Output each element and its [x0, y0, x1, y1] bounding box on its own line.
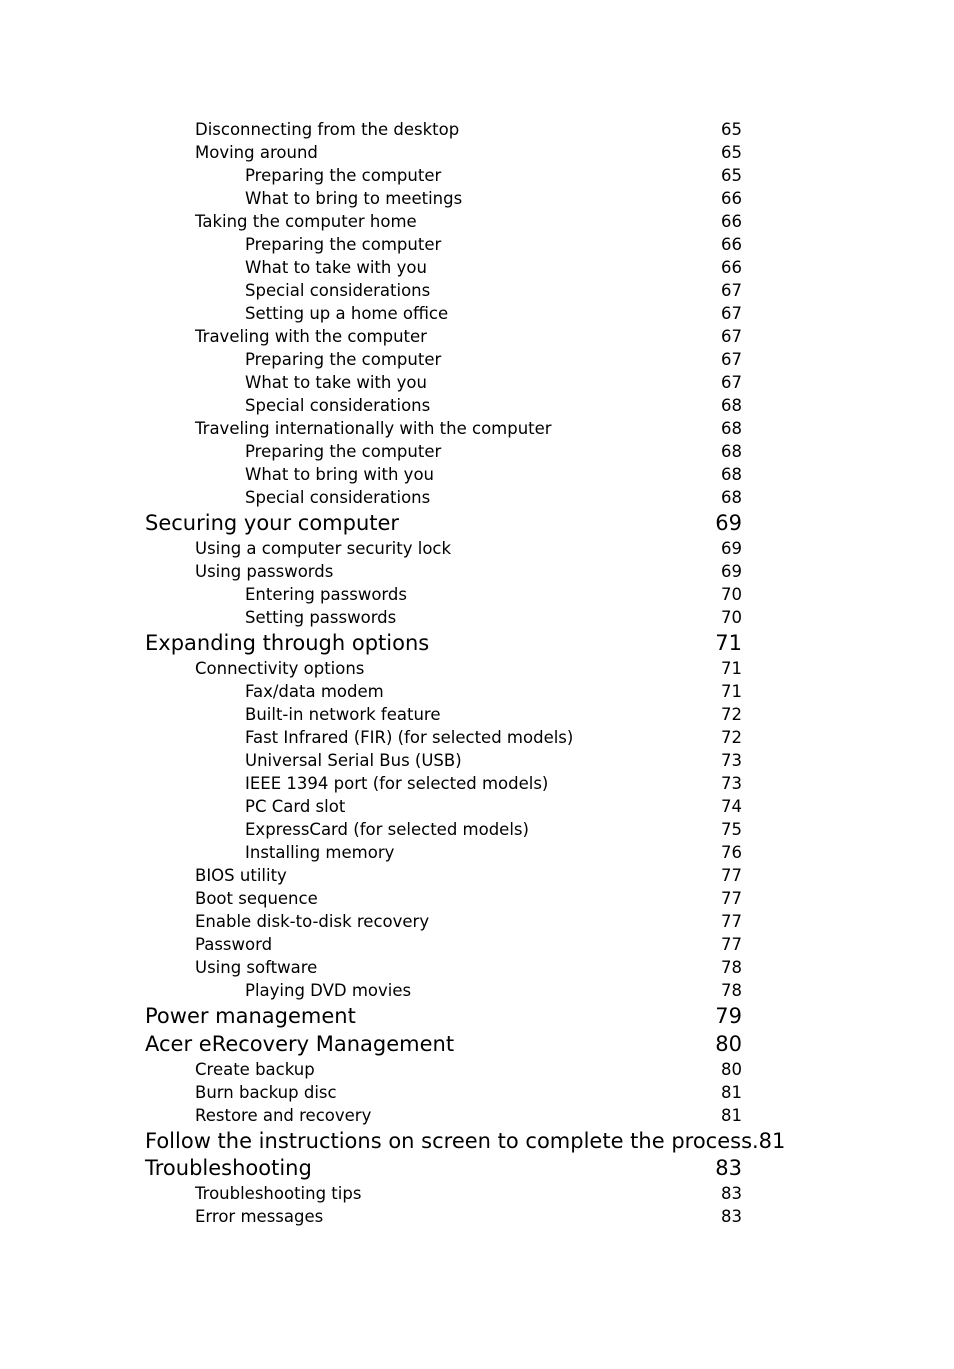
toc-entry-title[interactable]: What to take with you — [245, 372, 427, 392]
toc-entry-title[interactable]: What to bring with you — [245, 464, 434, 484]
toc-entry-page: 67 — [721, 349, 742, 369]
toc-entry-title[interactable]: Special considerations — [245, 487, 431, 507]
toc-entry-page: 66 — [721, 188, 742, 208]
toc-entry-page: 66 — [721, 234, 742, 254]
toc-entry-title[interactable]: Traveling with the computer — [195, 326, 427, 346]
toc-entry-page: 81 — [721, 1082, 742, 1102]
toc-entry-page: 69 — [721, 538, 742, 558]
toc-entry-title[interactable]: What to bring to meetings — [245, 188, 463, 208]
toc-entry-page: 73 — [721, 773, 742, 793]
toc-entry-title[interactable]: ExpressCard (for selected models) — [245, 819, 529, 839]
toc-entry-page: 72 — [721, 727, 742, 747]
toc-entry-page: 68 — [721, 395, 742, 415]
toc-entry-title[interactable]: Universal Serial Bus (USB) — [245, 750, 462, 770]
toc-entry-page: 67 — [721, 372, 742, 392]
toc-entry-title[interactable]: Playing DVD movies — [245, 980, 412, 1000]
toc-entry-title[interactable]: Disconnecting from the desktop — [195, 119, 460, 139]
toc-entry-page: 83 — [721, 1206, 742, 1226]
toc-entry-title[interactable]: Taking the computer home — [195, 211, 417, 231]
toc-entry-page: 71 — [721, 658, 742, 678]
toc-entry-title[interactable]: Using a computer security lock — [195, 538, 452, 558]
toc-entry-page: 74 — [721, 796, 742, 816]
toc-entry-page: 67 — [721, 303, 742, 323]
toc-entry-title[interactable]: Expanding through options — [145, 630, 430, 655]
toc-entry-page: 68 — [721, 418, 742, 438]
toc-entry-title[interactable]: Special considerations — [245, 280, 431, 300]
toc-entry-page: 77 — [721, 911, 742, 931]
toc-entry-page: 81 — [721, 1105, 742, 1125]
toc-entry-title[interactable]: Preparing the computer — [245, 165, 442, 185]
toc-entry-title[interactable]: Setting passwords — [245, 607, 397, 627]
toc-entry-page: 70 — [721, 607, 742, 627]
toc-entry-page: 66 — [721, 257, 742, 277]
toc-entry-title[interactable]: Fast Infrared (FIR) (for selected models) — [245, 727, 574, 747]
toc-entry-page: 70 — [721, 584, 742, 604]
toc-entry-page: 80 — [721, 1059, 742, 1079]
toc-entry-page: 65 — [721, 165, 742, 185]
toc-entry-page: 65 — [721, 142, 742, 162]
toc-entry-title[interactable]: Installing memory — [245, 842, 395, 862]
toc-entry-page: 75 — [721, 819, 742, 839]
toc-entry-title[interactable]: What to take with you — [245, 257, 427, 277]
toc-entry-page: 77 — [721, 865, 742, 885]
toc-entry-page: 66 — [721, 211, 742, 231]
toc-entry-title[interactable]: Troubleshooting tips — [195, 1183, 362, 1203]
toc-entry-title[interactable]: Using software — [195, 957, 318, 977]
toc-entry-title[interactable]: Enable disk-to-disk recovery — [195, 911, 430, 931]
toc-entry-title[interactable]: Password — [195, 934, 273, 954]
toc-entry-page: 69 — [721, 561, 742, 581]
toc-entry-title[interactable]: Acer eRecovery Management — [145, 1031, 455, 1056]
toc-entry-title[interactable]: Burn backup disc — [195, 1082, 337, 1102]
toc-entry-title[interactable]: Using passwords — [195, 561, 334, 581]
toc-entry-page: 76 — [721, 842, 742, 862]
toc-entry-page: 69 — [715, 510, 742, 535]
toc-entry-title[interactable]: PC Card slot — [245, 796, 346, 816]
toc-entry-page: 67 — [721, 326, 742, 346]
toc-entry-page: 77 — [721, 934, 742, 954]
toc-entry-page: 77 — [721, 888, 742, 908]
toc-entry-title[interactable]: Securing your computer — [145, 510, 400, 535]
toc-entry-title[interactable]: Follow the instructions on screen to complete the process.81 — [145, 1128, 786, 1153]
toc-entry-title[interactable]: Restore and recovery — [195, 1105, 372, 1125]
toc-entry-title[interactable]: Preparing the computer — [245, 441, 442, 461]
toc-entry-page: 78 — [721, 980, 742, 1000]
toc-entry-page: 67 — [721, 280, 742, 300]
toc-entry-page: 80 — [715, 1031, 742, 1056]
toc-entry-page: 72 — [721, 704, 742, 724]
toc-entry-page: 78 — [721, 957, 742, 977]
toc-entry-title[interactable]: Special considerations — [245, 395, 431, 415]
toc-entry-title[interactable]: Error messages — [195, 1206, 324, 1226]
toc-entry-page: 71 — [715, 630, 742, 655]
toc-entry-title[interactable]: Entering passwords — [245, 584, 407, 604]
toc-entry-title[interactable]: Boot sequence — [195, 888, 318, 908]
toc-entry-title[interactable]: BIOS utility — [195, 865, 287, 885]
toc-entry-title[interactable]: Fax/data modem — [245, 681, 384, 701]
toc-entry-page: 83 — [715, 1155, 742, 1180]
toc-entry-page: 68 — [721, 464, 742, 484]
toc-entry-title[interactable]: IEEE 1394 port (for selected models) — [245, 773, 549, 793]
toc-entry-page: 79 — [715, 1003, 742, 1028]
toc-entry-title[interactable]: Create backup — [195, 1059, 315, 1079]
toc-entry-title[interactable]: Troubleshooting — [145, 1155, 312, 1180]
toc-entry-title[interactable]: Preparing the computer — [245, 234, 442, 254]
toc-entry-title[interactable]: Setting up a home office — [245, 303, 449, 323]
toc-entry-title[interactable]: Power management — [145, 1003, 356, 1028]
toc-entry-title[interactable]: Built-in network feature — [245, 704, 441, 724]
toc-entry-page: 68 — [721, 441, 742, 461]
toc-entry-title[interactable]: Traveling internationally with the computer — [195, 418, 552, 438]
toc-entry-title[interactable]: Preparing the computer — [245, 349, 442, 369]
toc-entry-page: 65 — [721, 119, 742, 139]
toc-entry-title[interactable]: Connectivity options — [195, 658, 365, 678]
toc-entry-page: 71 — [721, 681, 742, 701]
toc-entry-page: 83 — [721, 1183, 742, 1203]
toc-entry-page: 73 — [721, 750, 742, 770]
toc-entry-title[interactable]: Moving around — [195, 142, 318, 162]
toc-entry-page: 68 — [721, 487, 742, 507]
